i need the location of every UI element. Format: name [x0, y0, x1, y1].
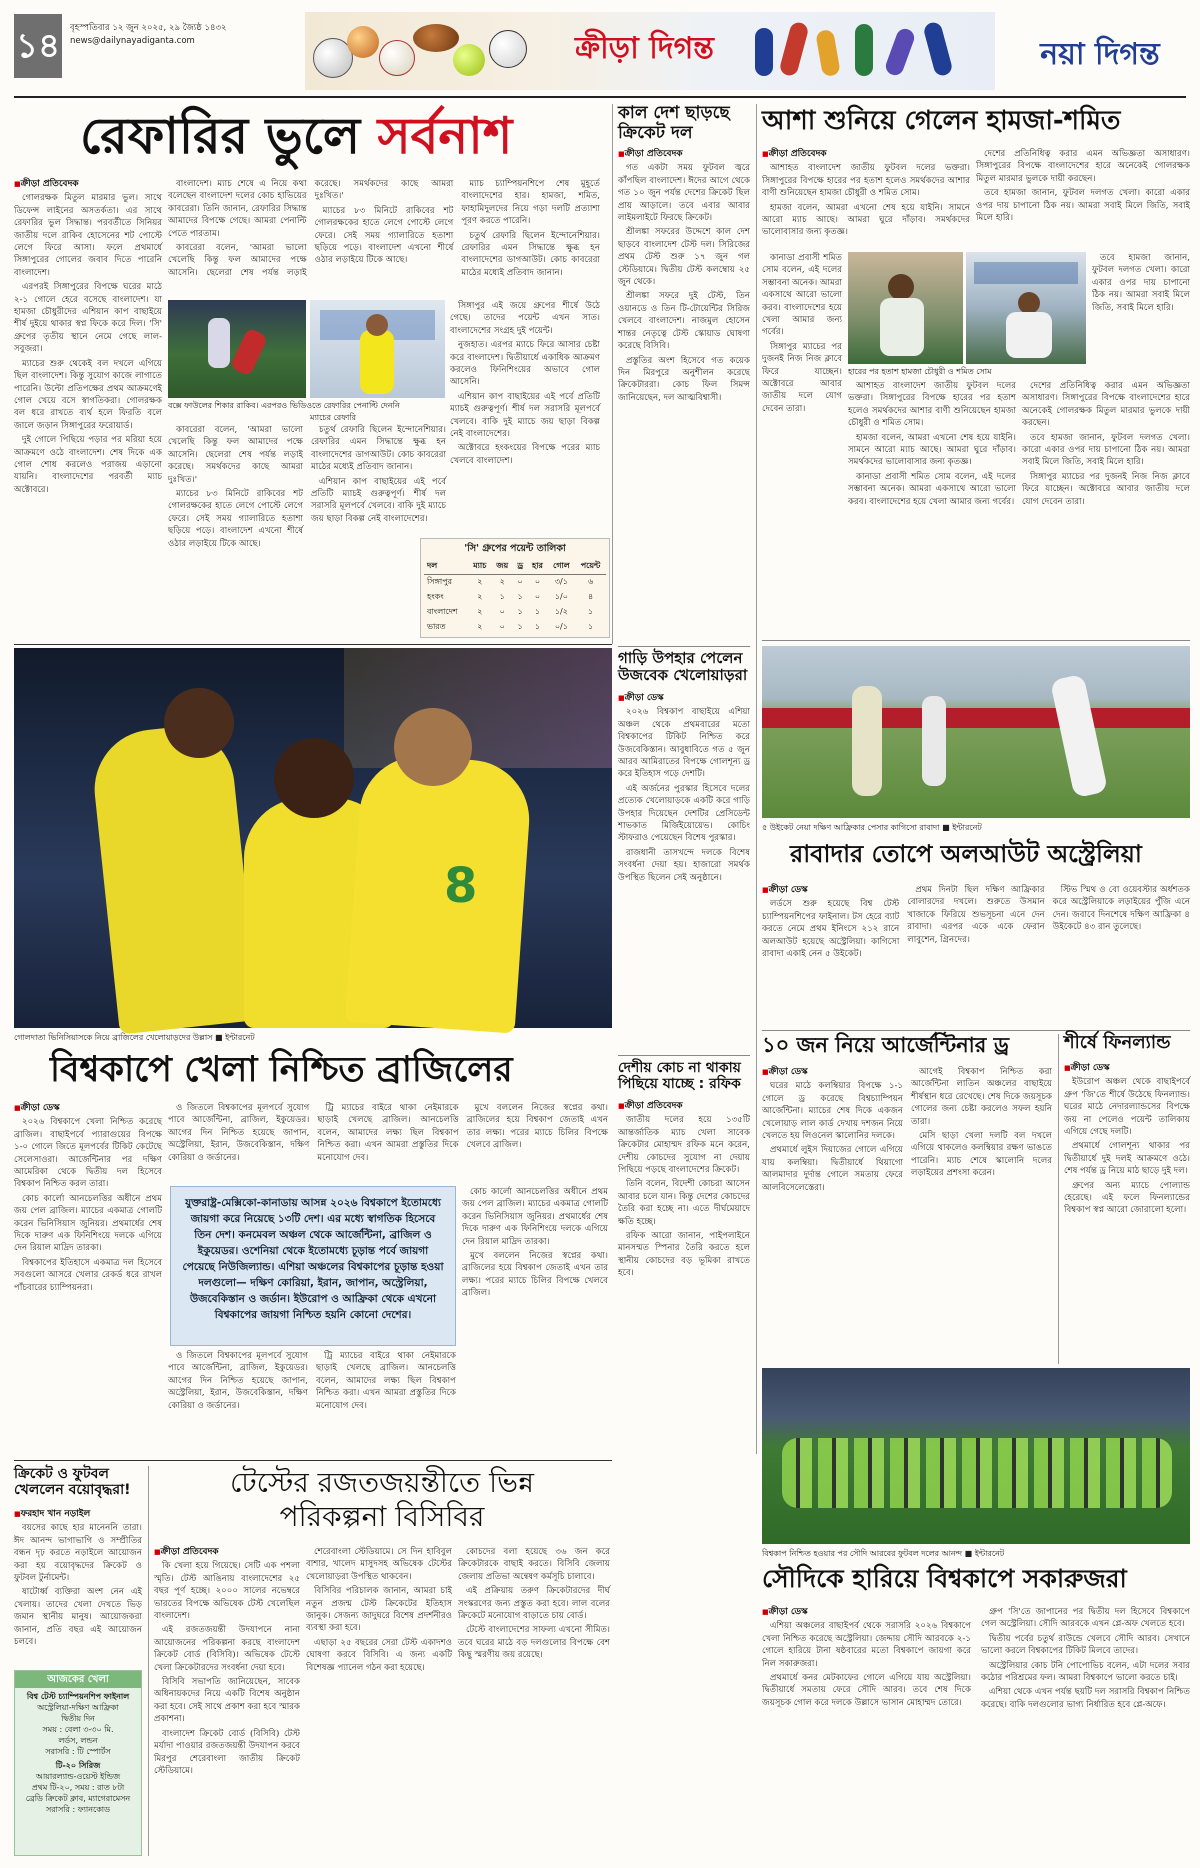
points-table-cell: ০: [534, 592, 541, 601]
main-story-col4: [450, 300, 600, 466]
rabada-byline: ■ ক্রীড়া ডেস্ক: [762, 884, 899, 896]
points-table: [424, 559, 606, 635]
today-item-2-line-4: সরাসরি : ফ্যানকোড: [45, 1805, 111, 1814]
middle-divider: [756, 104, 757, 1454]
brazil-c2-p1: ও জিতলে বিশ্বকাপের মূলপর্বে সুযোগ পাবে আর্জেন্টিনা, ব্রাজিল, ইকুয়েডর। আগের দিন নিশ্চিত হয়েছে জাপান, অস্ট্রেলিয়া, ইরান, উজবেকিস্তান, দক্ষিণ কোরিয়া ও জর্ডানের।: [168, 1103, 310, 1163]
main-headline-red: সর্বনাশ: [377, 107, 513, 165]
points-table-cell: ১: [499, 592, 505, 601]
points-table-cell: ২: [477, 607, 483, 616]
main-headline: [80, 107, 600, 165]
points-table-cell: ০: [534, 577, 541, 586]
test-headline: [154, 1466, 610, 1534]
page-number-box: [14, 14, 62, 78]
oldsters-p1: বয়সের কাছে হার মানেননি তারা। ঈদ আনন্দ ভাগাভাগি ও সম্প্রীতির বন্ধন দৃঢ় করতে নড়াইলে আয়োজন করা হয় বয়োবৃদ্ধদের ক্রিকেট ও ফুটবল টুর্নামেন্ট।: [14, 1523, 142, 1584]
points-table-header: পয়েন্ট: [575, 559, 606, 575]
today-item-1-line-5: সরাসরি : টি স্পোর্টস: [45, 1747, 111, 1756]
hamza-story-col3: [762, 252, 842, 632]
points-table-header: গোল: [548, 559, 575, 575]
argentina-p3: আগেই বিশ্বকাপ নিশ্চিত করা আর্জেন্টিনা লাতিন অঞ্চলের বাছাইয়ে শীর্ষস্থান ধরে রেখেছে। শেষ দিকে জয়সূচক গোলের জন্য চেষ্টা করলেও সফল হয়নি তারা।: [911, 1067, 1052, 1127]
points-table-cell: ১: [534, 607, 541, 616]
main-story-col1: [14, 178, 162, 638]
today-games-box: [14, 1670, 142, 1856]
points-table-header: হার: [527, 559, 547, 575]
brazil-p1: ২০২৬ বিশ্বকাপে খেলা নিশ্চিত করেছে ব্রাজিল। বাছাইপর্বে প্যারাগুয়ের বিপক্ষে ১-০ গোলে জিতে মূলপর্বের টিকিট কেটেছে সেলেসাওরা। আর্জেন্টিনার পর দক্ষিণ আমেরিকা থেকে দ্বিতীয় দল হিসেবে বিশ্বকাপ নিশ্চিত করল তারা।: [14, 1117, 162, 1190]
uzbek-p3: রাজধানী তাসখন্দে দলকে বিশেষ সংবর্ধনা দেয়া হয়। হাজারো সমর্থক উপস্থিত ছিলেন সেই অনুষ্ঠানে।: [618, 847, 750, 883]
uzbek-p2: এই অর্জনের পুরস্কার হিসেবে দলের প্রত্যেক খেলোয়াড়কে একটি করে গাড়ি উপহার দিয়েছেন দেশটির প্রেসিডেন্ট শাভকাত মির্জিইয়োয়েভ। কোচিং স্টাফরাও পেয়েছেন বিশেষ পুরস্কার।: [618, 783, 750, 844]
brazil-story-col4: [168, 1350, 456, 1454]
points-table-cell: ২: [477, 622, 483, 631]
paper-name-logo: [1010, 30, 1190, 81]
points-table-cell: ভারত: [427, 622, 446, 631]
hamza-p3-dup: কানাডা প্রবাসী শমিত সোম বলেন, এই দলের সম্ভাবনা অনেক। আমরা একসাথে আরো ভালো করব। বাংলাদেশের হয়ে খেলা আমার জন্য গর্বের।: [848, 471, 1016, 507]
rabada-headline: রাবাদার তোপে অলআউট অস্ট্রেলিয়া: [790, 840, 1142, 868]
brazil-story-col3: [462, 1186, 608, 1454]
uzbek-story: [618, 692, 750, 1052]
oldsters-story: [14, 1508, 142, 1666]
socceroos-c2-p1: দ্বিতীয় পর্বের চতুর্থ রাউন্ডে খেলবে সৌদি আরব। সেখানে ভালো করলে বিশ্বকাপের টিকিট মিলবে তাদের।: [981, 1633, 1190, 1657]
photo-rakib-foul: [168, 300, 306, 398]
hamza-p1-dup: আশাহত বাংলাদেশ জাতীয় ফুটবল দলের ভক্তরা। সিঙ্গাপুরের বিপক্ষে হারের পর হতাশ হলেও সমর্থকদের আশার বাণী শুনিয়েছেন হামজা চৌধুরী ও শমিত সোম।: [848, 381, 1016, 429]
brazil-c3-p1-dup: ট্রি ম্যাচের বাইরে থাকা নেইমারকে ছাড়াই খেলছে ব্রাজিল। আনচেলত্তি বলেন, আমাদের লক্ষ্য ছিল বিশ্বকাপ নিশ্চিত করা। এখন আমরা প্রস্তুতির দিকে মনোযোগ দেব।: [316, 1351, 456, 1411]
hamza-p1: আশাহত বাংলাদেশ জাতীয় ফুটবল দলের ভক্তরা। সিঙ্গাপুরের বিপক্ষে হারের পর হতাশ হলেও সমর্থকদের আশার বাণী শুনিয়েছেন হামজা চৌধুরী ও শমিত সোম।: [762, 163, 970, 199]
points-table-header: দল: [424, 559, 468, 575]
points-table-cell: হংকং: [427, 592, 444, 601]
points-table-header: জয়: [491, 559, 513, 575]
socceroos-c2-p2: অস্ট্রেলিয়ার কোচ টনি পোপোভিচ বলেন, এটা দলের সবার কঠোর পরিশ্রমের ফল। আমরা বিশ্বকাপে ভালো করতে চাই।: [981, 1660, 1190, 1684]
hamza-story-col5: [848, 380, 1016, 636]
photo-team-celebration: [762, 1368, 1190, 1544]
player-figure-3: [345, 752, 533, 1033]
main-c2-p1: বাংলাদেশ। ম্যাচ শেষে এ নিয়ে কথা বলেছেন বাংলাদেশ দলের কোচ হাভিয়ের কাবরেরা। তিনি জানান, রেফারির সিদ্ধান্ত আমাদের বিপক্ষে গেছে। আমরা পেনাল্টি পেতে পারতাম।: [168, 179, 307, 239]
test-headline-line1: টেস্টের রজতজয়ন্তীতে ভিন্ন: [230, 1466, 534, 1499]
points-table-cell: ২: [477, 577, 483, 586]
points-table-cell: ৬: [587, 577, 594, 586]
points-table-cell: ২: [499, 577, 505, 586]
world-cup-qualified-box: যুক্তরাষ্ট্র-মেক্সিকো-কানাডায় আসন্ন ২০২৬ বিশ্বকাপে ইতোমধ্যে জায়গা করে নিয়েছে ১৩টি দেশ। এর মধ্যে স্বাগতিক হিসেবে তিন দেশ। কনমেবল অঞ্চল থেকে আর্জেন্টিনা, ব্রাজিল ও ইকুয়েডর। ওশেনিয়া থেকে ইতোমধ্যে চূড়ান্ত পর্বে জায়গা পেয়েছে নিউজিল্যান্ড। এশিয়া অঞ্চলের বিশ্বকাপের চূড়ান্ত হওয়া দলগুলো— দক্ষিণ কোরিয়া, ইরান, জাপান, অস্ট্রেলিয়া, উজবেকিস্তান ও জর্ডান। ইউরোপ ও আফ্রিকা থেকে এখনো বিশ্বকাপের জায়গা নিশ্চিত হয়নি কোনো দেশের।: [170, 1186, 456, 1346]
points-table-row: [424, 575, 606, 591]
brazil-headline: বিশ্বকাপে খেলা নিশ্চিত ব্রাজিলের: [50, 1050, 513, 1090]
socceroos-p2: প্রথমার্ধে কনর মেটকাফের গোলে এগিয়ে যায় অস্ট্রেলিয়া। দ্বিতীয়ার্ধে সমতায় ফেরে সৌদি আরব। তবে শেষ দিকে জয়সূচক গোল করে দলকে উল্লাসে ভাসান মোহাম্মদ তোরে।: [762, 1673, 971, 1708]
main-p1: গোলরক্ষক মিতুল মারমার ভুল। সাথে ডিফেন্স লাইনের অসতর্কতা। এর সাথে রেফারির ভুল সিদ্ধান্ত। পরবর্তীতে সিনিয়র জাতীয় দলে রাকিব হোসেনের শট পোস্টে লেগে ফিরে আসা। ফলে প্রথমার্ধে সিঙ্গাপুরের গোলের জবাব দিতে পারেনি বাংলাদেশ।: [14, 193, 162, 278]
test-c2-p1: শেরেবাংলা স্টেডিয়ামে। সে দিন হাবিবুল বাশার, খালেদ মাসুদসহ অভিষেক টেস্টের খেলোয়াড়রা উপস্থিত থাকবেন।: [306, 1547, 452, 1582]
argentina-p4: মেসি ছাড়া খেলা দলটি বল দখলে এগিয়ে থাকলেও কলম্বিয়ার রক্ষণ ভাঙতে পারেনি। ম্যাচ শেষে স্কালোনি দলের লড়াইয়ের প্রশংসা করেন।: [911, 1131, 1052, 1179]
main-c2-p2: কাবরেরা বলেন, 'আমরা ভালো খেলেছি কিন্তু ফল আমাদের পক্ষে আসেনি। ছেলেরা শেষ পর্যন্ত লড়াই করেছে। সমর্থকদের কাছে আমরা দুঃখিত।': [168, 179, 454, 278]
hamza-story-col6: [1022, 380, 1190, 636]
main-headline-black: রেফারির ভুলে: [80, 107, 361, 165]
socceroos-story: [762, 1606, 1190, 1856]
points-table-cell: ১: [517, 607, 523, 616]
main-c3-p2-dup: চতুর্থ রেফারি ছিলেন ইন্দোনেশিয়ার। রেফারির এমন সিদ্ধান্তে ক্ষুব্ধ হন বাংলাদেশের ডাগআউট। কোচ কাবরেরা মাঠের মধ্যেই প্রতিবাদ জানান।: [311, 425, 446, 473]
oldsters-byline: ■ ফরহাদ খান নড়াইল: [14, 1508, 142, 1520]
points-table-cell: ৪: [587, 592, 594, 601]
argentina-p1: ঘরের মাঠে কলম্বিয়ার বিপক্ষে ১-১ গোলে ড্র করেছে বিশ্বচ্যাম্পিয়ন আর্জেন্টিনা। ম্যাচের শেষ দিকে একজন খেলোয়াড় লাল কার্ড দেখায় দশজন নিয়ে খেলতে হয় লিওনেল স্কালোনির দলকে।: [762, 1081, 903, 1142]
points-table-cell: ১: [517, 622, 523, 631]
rabada-photo-caption: ৫ উইকেট নেয়া দক্ষিণ আফ্রিকার পেসার কাগিসো রাবাদা ■ ইন্টারনেট: [762, 823, 982, 832]
test-p4: বাংলাদেশ ক্রিকেট বোর্ড (বিসিবি) টেস্ট মর্যাদা পাওয়ার রজতজয়ন্তী উদযাপন করবে মিরপুর শেরেবাংলা জাতীয় ক্রিকেট স্টেডিয়ামে।: [154, 1728, 300, 1776]
masthead-rule: [14, 96, 1186, 98]
points-table-cell: বাংলাদেশ: [427, 607, 458, 616]
brazil-photo-caption: গোলদাতা ভিনিসিয়াসকে নিয়ে ব্রাজিলের খেলোয়াড়দের উল্লাস ■ ইন্টারনেট: [14, 1033, 255, 1042]
main-p2: এরপরই সিঙ্গাপুরের বিপক্ষে ঘরের মাঠে ২-১ গোলে হেরে বসেছে বাংলাদেশ। যা হামজা চৌধুরীদের এশিয়ান কাপ বাছাইয়ে শীর্ষ দুইয়ে থাকার স্বপ্ন ফিকে করে দিল। 'সি' গ্রুপের তৃতীয় স্থানে নেমে গেছে লাল-সবুজরা।: [14, 282, 162, 355]
hamza-photo-caption: হারের পর হতাশ হামজা চৌধুরী ও শমিত সোম: [848, 367, 992, 376]
hamza-story-col1: [762, 148, 970, 248]
brazil-story-col1: [14, 1102, 162, 1454]
team-caption-text: বিশ্বকাপ নিশ্চিত হওয়ার পর সৌদি আরবের ফুটবল দলের আনন্দ: [762, 1549, 963, 1558]
main-c4-p2: এশিয়ান কাপ বাছাইয়ের এই পর্বে প্রতিটি ম্যাচই গুরুত্বপূর্ণ। শীর্ষ দল সরাসরি মূলপর্বে খেলবে। বাকি দুই ম্যাচে জয় ছাড়া বিকল্প নেই বাংলাদেশের।: [450, 391, 600, 440]
rafiq-story: [618, 1100, 750, 1450]
hamza-byline: ■ ক্রীড়া প্রতিবেদক: [762, 148, 970, 160]
rabada-p2: প্রথম দিনটা ছিল দক্ষিণ আফ্রিকার বোলারদের দখলে। শুরুতে উসমান খাজাকে ফিরিয়ে শুভসূচনা এনে দেন রাবাদা। এরপর একে একে ফেরান লাবুশেন, গ্রিনদের।: [907, 885, 1045, 945]
photo-referee: [310, 300, 445, 398]
test-p3: বিসিবি সভাপতি জানিয়েছেন, সাবেক অধিনায়কদের নিয়ে একটি বিশেষ অনুষ্ঠান করা হবে। সেই সাথে প্রকাশ করা হবে স্মারক প্রকাশনা।: [154, 1677, 301, 1725]
test-c3-p1: কোচদের বলা হয়েছে ৩৬ জন করে ক্রিকেটারকে বাছাই করতে। বিসিবি জেলায় জেলায় প্রতিভা অন্বেষণ কর্মসূচি চালাবে।: [458, 1547, 610, 1582]
rabada-caption-text: ৫ উইকেট নেয়া দক্ষিণ আফ্রিকার পেসার কাগিসো রাবাদা: [762, 823, 940, 832]
argentina-story: [762, 1066, 1052, 1362]
test-story-col3: [458, 1546, 610, 1856]
socceroos-headline: সৌদিকে হারিয়ে বিশ্বকাপে সকারুজরা: [762, 1564, 1127, 1593]
main-divider: [612, 104, 613, 644]
rafiq-p2: তিনি বলেন, বিদেশী কোচরা আসেন আবার চলে যান। কিন্তু দেশের কোচদের তৈরি করা হচ্ছে না। এতে দীর্ঘমেয়াদে ক্ষতি হচ্ছে।: [618, 1179, 750, 1227]
rafiq-rule: [618, 1055, 750, 1056]
main-story-col2-bottom: [168, 424, 446, 638]
points-table-cell: ১: [587, 622, 594, 631]
today-item-2-heading: টি-২০ সিরিজ: [55, 1761, 101, 1770]
uzbek-byline: ■ ক্রীড়া ডেস্ক: [618, 692, 750, 704]
page-number: ১৪: [15, 26, 61, 66]
hamza-c2-p2: তবে হামজা জানান, ফুটবল দলগত খেলা। কারো একার ওপর দায় চাপানো ঠিক নয়। আমরা সবাই মিলে জিতি, সবাই মিলে হারি।: [976, 188, 1190, 224]
photo-referee-caption: ম্যাচের রেফারি: [310, 413, 357, 422]
socceroos-c2-p3: এশিয়া থেকে এখন পর্যন্ত ছয়টি দল সরাসরি বিশ্বকাপ নিশ্চিত করেছে। বাকি দলগুলোর ভাগ্য নির্ধারিত হবে প্লে-অফে।: [981, 1687, 1190, 1710]
cricket-team-story: [618, 148, 750, 650]
argentina-p2: প্রথমার্ধে লুইস দিয়াজের গোলে এগিয়ে যায় কলম্বিয়া। দ্বিতীয়ার্ধে থিয়াগো আলমাদার দুর্দান্ত গোলে সমতায় ফেরে আলবিসেলেস্তেরা।: [762, 1145, 903, 1193]
hamza-c2-p1-dup: দেশের প্রতিনিধিত্ব করার এমন অভিজ্ঞতা অসাধারণ। সিঙ্গাপুরের বিপক্ষে বাংলাদেশের হারে অনেকেই গোলরক্ষক মিতুল মারমার ভুলকে দায়ী করছেন।: [1022, 381, 1190, 429]
socceroos-byline: ■ ক্রীড়া ডেস্ক: [762, 1606, 971, 1618]
finland-p3: গ্রুপের অন্য ম্যাচে পোল্যান্ড হেরেছে। এই ফলে ফিনল্যান্ডের বিশ্বকাপ স্বপ্ন আরো জোরালো হলো।: [1064, 1180, 1190, 1216]
date-line: [70, 22, 270, 48]
argentina-headline: ১০ জন নিয়ে আর্জেন্টিনার ড্র: [762, 1033, 1010, 1057]
finland-byline: ■ ক্রীড়া ডেস্ক: [1064, 1062, 1190, 1074]
paper-name: নয়া দিগন্ত: [1040, 37, 1160, 72]
brazil-p2-dup: কোচ কার্লো আনচেলত্তির অধীনে প্রথম জয় পেল ব্রাজিল। ম্যাচের একমাত্র গোলটি করেন ভিনিসিয়াস জুনিয়র। প্রথমার্ধের শেষ দিকে দারুণ এক ফিনিশিংয়ে দলকে এগিয়ে দেন রিয়াল মাদ্রিদ তারকা।: [462, 1187, 608, 1247]
points-table-cell: ০: [499, 607, 505, 616]
rabada-rule: [762, 640, 1190, 641]
brazil-p2: কোচ কার্লো আনচেলত্তির অধীনে প্রথম জয় পেল ব্রাজিল। ম্যাচের একমাত্র গোলটি করেন ভিনিসিয়াস জুনিয়র। প্রথমার্ধের শেষ দিকে দারুণ এক ফিনিশিংয়ে দলকে এগিয়ে দেন রিয়াল মাদ্রিদ তারকা।: [14, 1193, 162, 1254]
finland-story: [1064, 1062, 1190, 1362]
photo-rabada: [762, 646, 1190, 818]
test-story-col2: [306, 1546, 452, 1856]
uzbek-p1: ২০২৬ বিশ্বকাপ বাছাইয়ে এশিয়া অঞ্চল থেকে প্রথমবারের মতো বিশ্বকাপের টিকিট নিশ্চিত করে উজবেকিস্তান। আবুধাবিতে গত ৫ জুন আরব আমিরাতের বিপক্ষে গোলশূন্য ড্র করে ইতিহাস গড়ে দেশটি।: [618, 707, 750, 780]
brazil-byline: ■ ক্রীড়া ডেস্ক: [14, 1102, 162, 1114]
brazil-story-col2: [168, 1102, 608, 1182]
main-story-col2-top: [168, 178, 600, 296]
cricket-team-p2: শ্রীলঙ্কা সফরের উদ্দেশে কাল দেশ ছাড়বে বাংলাদেশ টেস্ট দল। সিরিজের প্রথম টেস্ট শুরু ১৭ জুন গল স্টেডিয়ামে। দ্বিতীয় টেস্ট কলম্বোয় ২৫ জুন থেকে।: [618, 227, 750, 288]
main-c3-p3: সিঙ্গাপুর এই জয়ে গ্রুপের শীর্ষে উঠে গেছে। তাদের পয়েন্ট এখন সাত। বাংলাদেশের সংগ্রহ দুই পয়েন্ট।: [450, 301, 600, 336]
points-table-header: ম্যাচ: [468, 559, 491, 575]
hamza-c2-p3-dup2: সিঙ্গাপুর ম্যাচের পর দুজনই নিজ নিজ ক্লাবে ফিরে যাচ্ছেন। অক্টোবরে আবার জাতীয় দলে যোগ দেবেন তারা।: [1022, 471, 1190, 507]
brazil-p3: বিশ্বকাপের ইতিহাসে একমাত্র দল হিসেবে সবগুলো আসরে খেলার রেকর্ড ধরে রাখল পাঁচবারের চ্যাম্পিয়নরা।: [14, 1257, 162, 1293]
points-table-cell: ০: [499, 622, 505, 631]
points-table-cell: ০/১: [554, 622, 568, 631]
brazil-c4-p1-dup: মুখে বললেন নিজের স্বপ্নের কথা। ব্রাজিলের হয়ে বিশ্বকাপ জেতাই এখন তার লক্ষ্য। পরের ম্যাচে চিলির বিপক্ষে খেলবে ব্রাজিল।: [462, 1251, 608, 1299]
points-table-title: 'সি' গ্রুপের পয়েন্ট তালিকা: [464, 543, 566, 554]
hamza-p2-dup: হামজা বলেন, আমরা এখনো শেষ হয়ে যাইনি। সামনে আরো ম্যাচ আছে। আমরা ঘুরে দাঁড়াব। সমর্থকদের ভালোবাসার জন্য কৃতজ্ঞ।: [848, 432, 1016, 468]
socceroos-p1: এশিয়া অঞ্চলের বাছাইপর্ব থেকে সরাসরি ২০২৬ বিশ্বকাপে খেলা নিশ্চিত করেছে অস্ট্রেলিয়া। জেদ্দায় সৌদি আরবকে ২-১ গোলে হারিয়ে টানা ষষ্ঠবারের মতো বিশ্বকাপে জায়গা করে নিল সকারুজরা।: [762, 1621, 971, 1669]
bottom-rule: [14, 1460, 612, 1461]
main-c3-p2: চতুর্থ রেফারি ছিলেন ইন্দোনেশিয়ার। রেফারির এমন সিদ্ধান্তে ক্ষুব্ধ হন বাংলাদেশের ডাগআউট। কোচ কাবরেরা মাঠের মধ্যেই প্রতিবাদ জানান।: [461, 230, 600, 278]
hamza-story-col4: [1092, 252, 1190, 364]
test-c2-p2: বিসিবির পরিচালক জানান, আমরা চাই নতুন প্রজন্ম টেস্ট ক্রিকেটের ইতিহাস জানুক। সেজন্য জাদুঘরে বিশেষ প্রদর্শনীরও ব্যবস্থা করা হবে।: [306, 1586, 452, 1634]
points-table-box: [420, 538, 610, 638]
cricket-team-headline: কাল দেশ ছাড়ছে ক্রিকেট দল: [618, 103, 730, 143]
hamza-story-col2: [976, 148, 1190, 248]
test-headline-line2: পরিকল্পনা বিসিবির: [279, 1500, 485, 1533]
ball-cluster-graphic: [313, 20, 543, 82]
test-p1: কি খেলা হয়ে গিয়েছে। সেটি এক পশলা স্মৃতি। টেস্ট আঙিনায় বাংলাদেশের ২৫ বছর পূর্ণ হচ্ছে। ২০০০ সালের নভেম্বরে ভারতের বিপক্ষে অভিষেক টেস্ট খেলেছিল বাংলাদেশ।: [154, 1561, 300, 1622]
points-table-cell: সিঙ্গাপুর: [427, 577, 453, 586]
main-c2-p3: ম্যাচের ৮৩ মিনিটে রাকিবের শট গোলরক্ষকের হাতে লেগে পোস্টে লেগে ফেরে। সেই সময় গ্যালারিতে হতাশা ছড়িয়ে পড়ে। বাংলাদেশ এখনো শীর্ষে ওঠার লড়াইয়ে টিকে আছে।: [314, 205, 454, 266]
points-table-row: [424, 605, 606, 620]
today-games-title: আজকের খেলা: [15, 1671, 141, 1688]
cricket-team-byline: ■ ক্রীড়া প্রতিবেদক: [618, 148, 750, 160]
finland-p2: প্রথমার্ধে গোলশূন্য থাকার পর দ্বিতীয়ার্ধে দুই দলই আক্রমণে ওঠে। শেষ পর্যন্ত ড্র নিয়ে মাঠ ছাড়ে দুই দল।: [1064, 1141, 1190, 1177]
team-caption-credit: ইন্টারনেট: [974, 1549, 1005, 1558]
brazil-c4-p1: মুখে বললেন নিজের স্বপ্নের কথা। ব্রাজিলের হয়ে বিশ্বকাপ জেতাই এখন তার লক্ষ্য। পরের ম্যাচে চিলির বিপক্ষে খেলবে ব্রাজিল।: [466, 1103, 608, 1151]
brazil-caption-credit: ইন্টারনেট: [225, 1033, 255, 1042]
rabada-caption-credit: ইন্টারনেট: [952, 823, 982, 832]
points-table-row: [424, 620, 606, 635]
main-c4-p3: অক্টোবরে হংকংয়ের বিপক্ষে পরের ম্যাচ খেলবে বাংলাদেশ।: [450, 443, 600, 466]
photo-rakib-caption: বক্সে ফাউলের শিকার রাকিব। এরপরও ভিডিওতে রেফারির পেনাল্টি দেননি: [168, 401, 400, 410]
test-story-col1: [154, 1546, 300, 1856]
argentina-rule: [762, 1030, 1190, 1031]
athletes-graphic: [745, 18, 985, 84]
rafiq-p3: রফিক আরো জানান, পাইপলাইনে মানসম্মত স্পিনার তৈরি করতে হলে স্থানীয় কোচদের বড় ভূমিকা রাখতে হবে।: [618, 1231, 750, 1279]
test-c3-p2: এই প্রক্রিয়ায় তরুণ ক্রিকেটারদের দীর্ঘ সংস্করণের জন্য প্রস্তুত করা হবে। লাল বলের ক্রিকেটে মনোযোগ বাড়াতে চায় বোর্ড।: [458, 1586, 610, 1622]
photo-shamit: [966, 252, 1086, 364]
points-table-cell: ০: [517, 577, 523, 586]
test-c3-p3: টেস্টে বাংলাদেশের সাফল্য এখনো সীমিত। তবে ঘরের মাঠে বড় দলগুলোর বিপক্ষে বেশ কিছু স্মরণীয় জয় রয়েছে।: [458, 1625, 610, 1661]
finland-divider: [1058, 1034, 1059, 1364]
today-item-1-line-2: দ্বিতীয় দিন: [61, 1714, 95, 1723]
hamza-headline: আশা শুনিয়ে গেলেন হামজা-শমিত: [762, 106, 1121, 136]
argentina-byline: ■ ক্রীড়া ডেস্ক: [762, 1066, 903, 1078]
cricket-team-p1: গত একটা সময় ফুটবল জ্বরে কাঁপছিল বাংলাদেশ। ঈদের আগে থেকে গত ১০ জুন পর্যন্ত দেশের ক্রিকেট ছিল প্রায় আড়ালে। তবে এবার আবার লাইমলাইটে ফিরছে ক্রিকেট।: [618, 163, 750, 224]
today-item-1-line-4: লর্ডস, লন্ডন: [58, 1736, 98, 1745]
main-c2-p3-dup: ম্যাচের ৮৩ মিনিটে রাকিবের শট গোলরক্ষকের হাতে লেগে পোস্টে লেগে ফেরে। সেই সময় গ্যালারিতে হতাশা ছড়িয়ে পড়ে। বাংলাদেশ এখনো শীর্ষে ওঠার লড়াইয়ে টিকে আছে।: [168, 489, 303, 549]
finland-p1: ইউরোপ অঞ্চল থেকে বাছাইপর্বে গ্রুপ 'জি'তে শীর্ষে উঠেছে ফিনল্যান্ড। ঘরের মাঠে নেদারল্যান্ডসের বিপক্ষে জয় না পেলেও পয়েন্ট তালিকায় এগিয়ে গেছে দলটি।: [1064, 1077, 1190, 1138]
hamza-c2-p2-dup: তবে হামজা জানান, ফুটবল দলগত খেলা। কারো একার ওপর দায় চাপানো ঠিক নয়। আমরা সবাই মিলে জিতি, সবাই মিলে হারি।: [1022, 432, 1190, 468]
test-p2: এই রজতজয়ন্তী উদযাপনে নানা আয়োজনের পরিকল্পনা করছে বাংলাদেশ ক্রিকেট বোর্ড (বিসিবি)। অভিষেক টেস্টে খেলা ক্রিকেটারদের সংবর্ধনা দেয়া হবে।: [154, 1625, 300, 1673]
points-table-cell: ১/০: [554, 592, 568, 601]
oldsters-headline: ক্রিকেট ও ফুটবল খেললেন বয়োবৃদ্ধরা!: [14, 1466, 131, 1499]
hamza-c2-p3-dup: তবে হামজা জানান, ফুটবল দলগত খেলা। কারো একার ওপর দায় চাপানো ঠিক নয়। আমরা সবাই মিলে জিতি, সবাই মিলে হারি।: [1092, 253, 1190, 313]
uzbek-headline: গাড়ি উপহার পেলেন উজবেক খেলোয়াড়রা: [618, 649, 748, 685]
main-p3: ম্যাচের শুরু থেকেই বল দখলে এগিয়ে ছিল বাংলাদেশ। কিন্তু সুযোগ কাজে লাগাতে পারেনি। উল্টো প্রতিপক্ষের প্রথম আক্রমণেই গোল খেয়ে বসে স্বাগতিকরা। গোলরক্ষক বল ধরে রাখতে ব্যর্থ হলে ফিরতি বলে জালে জড়ান সিঙ্গাপুরের ফরোয়ার্ড।: [14, 358, 162, 431]
points-table-row: [424, 590, 606, 605]
today-item-2-line-1: আয়ারল্যান্ড-ওয়েস্ট ইন্ডিজ: [35, 1772, 121, 1781]
rabada-p1: লর্ডসে শুরু হয়েছে বিশ্ব টেস্ট চ্যাম্পিয়নশিপের ফাইনাল। টস হেরে ব্যাট করতে নেমে প্রথম ইনিংসে ২১২ রানে অলআউট হয়েছে অস্ট্রেলিয়া। কাগিসো রাবাদা একাই নেন ৫ উইকেট।: [762, 899, 900, 960]
points-table-cell: ১: [534, 622, 541, 631]
main-c4-p1: নুজহাত। এরপর ম্যাচে ফিরে আসার চেষ্টা করে বাংলাদেশ। দ্বিতীয়ার্ধে একাধিক আক্রমণ করলেও ফিনিশিংয়ের অভাবে গোল আসেনি।: [450, 340, 600, 388]
main-c3-p1: ম্যাচ চ্যাম্পিয়নশিপে শেষ মুহূর্তে বাংলাদেশের হার। হামজা, শমিত, ফাহামিদুলদের নিয়ে গড়া দলটি প্রত্যাশা পূরণ করতে পারেনি।: [461, 179, 600, 227]
uzbek-rule: [618, 646, 750, 647]
test-byline: ■ ক্রীড়া প্রতিবেদক: [154, 1546, 300, 1558]
brazil-rule: [14, 644, 612, 645]
points-table-header: ড্র: [513, 559, 527, 575]
sports-banner: [305, 12, 995, 90]
hamza-p2: হামজা বলেন, আমরা এখনো শেষ হয়ে যাইনি। সামনে আরো ম্যাচ আছে। আমরা ঘুরে দাঁড়াব। সমর্থকদের ভালোবাসার জন্য কৃতজ্ঞ।: [762, 202, 970, 238]
rafiq-byline: ■ ক্রীড়া প্রতিবেদক: [618, 1100, 750, 1112]
today-item-2-line-2: প্রথম টি-২০, সময় : রাত ৮টা: [31, 1783, 125, 1792]
today-item-2-line-3: ব্রেডি ক্রিকেট ক্লাব, ম্যাগেরামেসন: [25, 1794, 131, 1803]
today-item-1-line-1: অস্ট্রেলিয়া-দক্ষিণ আফ্রিকা: [37, 1703, 119, 1712]
contact-email: news@dailynayadiganta.com: [70, 36, 195, 46]
brazil-caption-text: গোলদাতা ভিনিসিয়াসকে নিয়ে ব্রাজিলের খেলোয়াড়দের উল্লাস: [14, 1033, 213, 1042]
main-byline: ■ ক্রীড়া প্রতিবেদক: [14, 178, 162, 190]
points-table-cell: ১/২: [554, 607, 568, 616]
hamza-c2-p1: দেশের প্রতিনিধিত্ব করার এমন অভিজ্ঞতা অসাধারণ। সিঙ্গাপুরের বিপক্ষে বাংলাদেশের হারে অনেকেই গোলরক্ষক মিতুল মারমার ভুলকে দায়ী করছেন।: [976, 149, 1190, 184]
points-table-cell: ২: [477, 592, 483, 601]
points-table-cell: ৩/১: [554, 577, 568, 586]
oldsters-p2: ষাটোর্ধ্ব ব্যক্তিরা অংশ নেন এই খেলায়। তাদের খেলা দেখতে ভিড় জমান স্থানীয় মানুষ। আয়োজকরা জানান, প্রতি বছর এই আয়োজন চলবে।: [14, 1587, 142, 1648]
rabada-p3: স্টিভ স্মিথ ও বো ওয়েবস্টার অর্ধশতক করে অস্ট্রেলিয়াকে লড়াইয়ের পুঁজি এনে দেন। জবাবে দিনশেষে দক্ষিণ আফ্রিকা ৪ উইকেটে ৪৩ রান তুলেছে।: [1052, 885, 1190, 933]
main-c4-p2-dup: এশিয়ান কাপ বাছাইয়ের এই পর্বে প্রতিটি ম্যাচই গুরুত্বপূর্ণ। শীর্ষ দল সরাসরি মূলপর্বে খেলবে। বাকি দুই ম্যাচে জয় ছাড়া বিকল্প নেই বাংলাদেশের।: [311, 476, 446, 524]
photo-hamza: [848, 252, 963, 364]
issue-date: বৃহস্পতিবার ১২ জুন ২০২৫, ২৯ জ্যৈষ্ঠ ১৪৩২: [70, 23, 227, 33]
oldsters-divider: [148, 1466, 149, 1856]
socceroos-p3: গ্রুপ 'সি'তে জাপানের পর দ্বিতীয় দল হিসেবে বিশ্বকাপে গেল অস্ট্রেলিয়া। সৌদি আরবকে এখন প্লে-অফ খেলতে হবে।: [981, 1607, 1190, 1630]
brazil-c2-p1-dup: ও জিতলে বিশ্বকাপের মূলপর্বে সুযোগ পাবে আর্জেন্টিনা, ব্রাজিল, ইকুয়েডর। আগের দিন নিশ্চিত হয়েছে জাপান, অস্ট্রেলিয়া, ইরান, উজবেকিস্তান, দক্ষিণ কোরিয়া ও জর্ডানের।: [168, 1351, 308, 1411]
hamza-p3: কানাডা প্রবাসী শমিত সোম বলেন, এই দলের সম্ভাবনা অনেক। আমরা একসাথে আরো ভালো করব। বাংলাদেশের হয়ে খেলা আমার জন্য গর্বের।: [762, 253, 842, 338]
cricket-team-p3: শ্রীলঙ্কা সফরে দুই টেস্ট, তিন ওয়ানডে ও তিন টি-টোয়েন্টির সিরিজ খেলবে বাংলাদেশ। নাজমুল হোসেন শান্তর নেতৃত্বে টেস্ট স্কোয়াড ঘোষণা করেছে বিসিবি।: [618, 291, 750, 352]
today-item-1-line-3: সময় : বেলা ৩-৩০ মি.: [42, 1725, 114, 1734]
finland-headline: শীর্ষে ফিনল্যান্ড: [1064, 1032, 1171, 1053]
main-p4: দুই গোলে পিছিয়ে পড়ার পর মরিয়া হয়ে আক্রমণে ওঠে বাংলাদেশ। শেষ দিকে এক গোল শোধ করলেও পরাজয় এড়ানো যায়নি। বাংলাদেশের পরবর্তী ম্যাচ অক্টোবরে।: [14, 435, 162, 495]
rafiq-headline: দেশীয় কোচ না থাকায় পিছিয়ে যাচ্ছে : রফিক: [618, 1060, 741, 1093]
main-c2-p1-dup: কাবরেরা বলেন, 'আমরা ভালো খেলেছি কিন্তু ফল আমাদের পক্ষে আসেনি। ছেলেরা শেষ পর্যন্ত লড়াই করেছে। সমর্থকদের কাছে আমরা দুঃখিত।': [168, 425, 303, 485]
test-c2-p3: এছাড়া ২৫ বছরের সেরা টেস্ট একাদশও ঘোষণা করবে বিসিবি। এ জন্য একটি বিশেষজ্ঞ প্যানেল গঠন করা হয়েছে।: [306, 1637, 452, 1673]
player-figure-1: [89, 722, 260, 1035]
rabada-story: [762, 884, 1190, 1026]
points-table-cell: ১: [587, 607, 594, 616]
brazil-c3-p1: ট্রি ম্যাচের বাইরে থাকা নেইমারকে ছাড়াই খেলছে ব্রাজিল। আনচেলত্তি বলেন, আমাদের লক্ষ্য ছিল বিশ্বকাপ নিশ্চিত করা। এখন আমরা প্রস্তুতির দিকে মনোযোগ দেব।: [317, 1103, 459, 1163]
hamza-c2-p3: সিঙ্গাপুর ম্যাচের পর দুজনই নিজ নিজ ক্লাবে ফিরে যাচ্ছেন। অক্টোবরে আবার জাতীয় দলে যোগ দেবেন তারা।: [762, 341, 842, 414]
today-item-1-heading: বিশ্ব টেস্ট চ্যাম্পিয়নশিপ ফাইনাল: [26, 1692, 130, 1701]
team-photo-caption: বিশ্বকাপ নিশ্চিত হওয়ার পর সৌদি আরবের ফুটবল দলের আনন্দ ■ ইন্টারনেট: [762, 1549, 1005, 1558]
rafiq-p1: জাতীয় দলের হয়ে ১৩৫টি আন্তর্জাতিক ম্যাচ খেলা সাবেক ক্রিকেটার মোহাম্মদ রফিক মনে করেন, দেশীয় কোচদের সুযোগ না দেয়ায় পিছিয়ে পড়ছে বাংলাদেশের ক্রিকেট।: [618, 1115, 750, 1176]
cricket-team-p4: প্রস্তুতির অংশ হিসেবে গত কয়েক দিন মিরপুরে অনুশীলন করেছে ক্রিকেটাররা। কোচ ফিল সিমন্স জানিয়েছেন, দল আত্মবিশ্বাসী।: [618, 355, 750, 403]
points-table-cell: ১: [517, 592, 523, 601]
section-title: ক্রীড়া দিগন্ত: [575, 31, 714, 66]
photo-brazil-celebration: 8: [14, 648, 612, 1028]
